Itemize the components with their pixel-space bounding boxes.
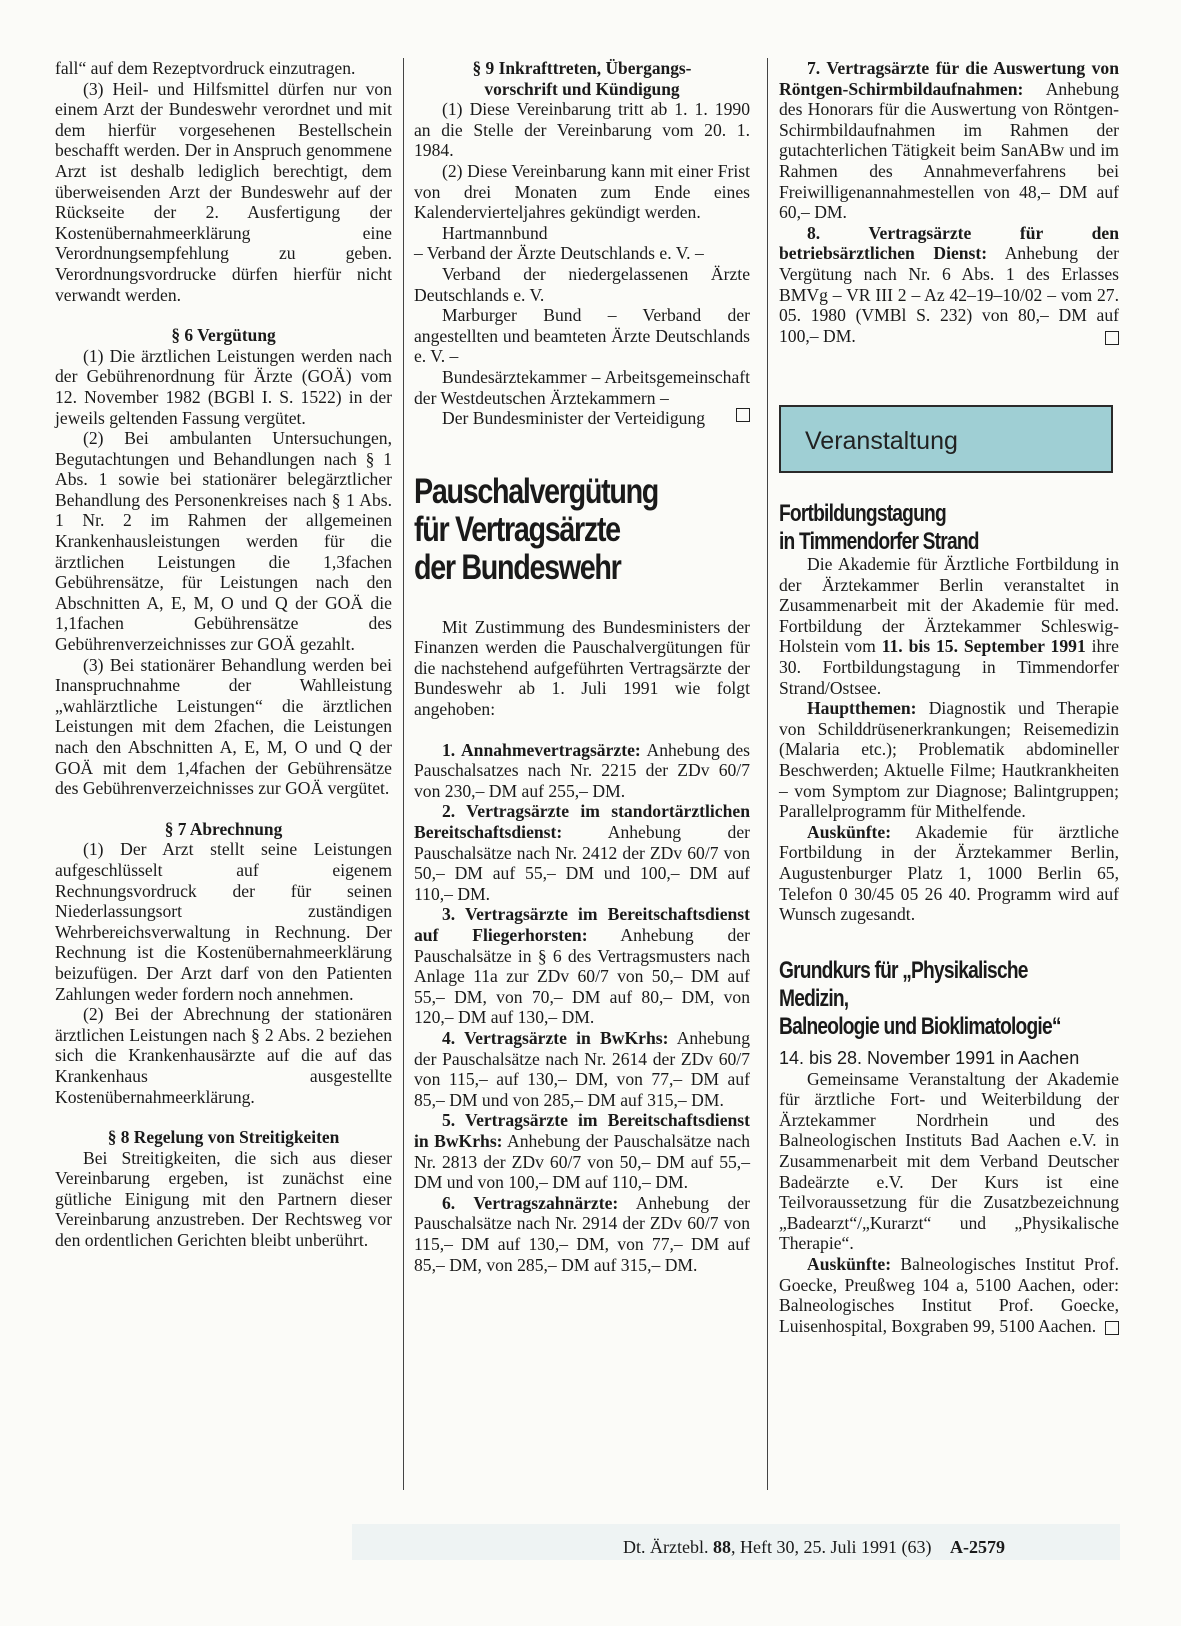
column-right	[779, 58, 1119, 346]
column-left	[55, 58, 392, 1251]
headline-line: Grundkurs für „Physikalische	[779, 956, 1028, 984]
list-item	[414, 1193, 750, 1275]
list-item	[414, 740, 750, 802]
end-mark-icon	[1105, 331, 1119, 345]
item-label: 5. Vertragsärzte im Bereitschaftsdienst in BwKrhs:	[414, 1110, 750, 1151]
section-heading: § 7 Abrechnung	[164, 818, 283, 839]
banner-label: Veranstaltung	[805, 427, 958, 455]
section-heading: § 9 Inkrafttreten, Übergangs-	[472, 58, 692, 78]
end-mark-icon	[736, 408, 750, 422]
item-text: Anhebung des Honorars für die Auswertung von Röntgen-Schirmbildaufnahmen im Rahmen der gutachterlichen Tätigkeit beim SanABw und im Rahmen des Annahmeverfahrens bei Freiwilligenannahmestellen von 48,– DM auf 60,– DM.	[779, 78, 1119, 223]
signatory-text: Der Bundesminister der Verteidigung	[442, 408, 706, 429]
item-label: 8. Vertragsärzte für den betriebsärztlichen Dienst:	[779, 222, 1119, 264]
page-footer	[623, 1536, 1123, 1558]
signatory: Verband der niedergelassenen Ärzte Deutschlands e. V.	[414, 263, 750, 305]
paragraph: (3) Bei stationärer Behandlung werden bei Inanspruchnahme der Wahlleistung „wahlärztliche Leistungen“ die ärztlichen Leistungen mit dem 2fachen, die Leistungen nach den Abschnitten A, E, M, O und Q der GOÄ mit dem 1,4fachen der Gebührensätze des Gebührenverzeichnisses zur GOÄ vergütet.	[55, 654, 392, 799]
page-number: A-2579	[949, 1537, 1005, 1557]
item-label: 6. Vertragszahnärzte:	[442, 1192, 619, 1213]
section-heading: § 6 Vergütung	[171, 325, 276, 346]
headline-line: in Timmendorfer Strand	[779, 528, 979, 555]
section-heading: § 8 Regelung von Streitigkeiten	[107, 1127, 340, 1148]
paragraph: Gemeinsame Veranstaltung der Akademie für ärztliche Fort- und Weiterbildung der Ärztekammer Nordrhein und des Balneologischen Instituts Bad Aachen e.V. in Zusammenarbeit mit dem Verband Deutscher Badeärzte e.V. Der Kurs ist eine Teilvoraussetzung für die Zusatzbezeichnung „Badearzt“/„Kurarzt“ und „Physikalische Therapie“.	[779, 1068, 1119, 1254]
events-column	[779, 500, 1119, 1336]
headline-line: der Bundeswehr	[414, 547, 621, 587]
paragraph	[779, 1254, 1119, 1336]
item-text: Anhebung der Pauschalsätze nach Nr. 2813 der ZDv 60/7 von 50,– DM auf 55,– DM und von 100,– DM auf 110,– DM.	[414, 1130, 751, 1193]
item-label: 2. Vertragsärzte im standortärztlichen Bereitschaftsdienst:	[414, 801, 750, 843]
paragraph: (1) Der Arzt stellt seine Leistungen aufgeschlüsselt auf eigenem Rechnungsvordruck der für seinen Niederlassungsort zuständigen Wehrbereichsverwaltung in Rechnung. Der Rechnung ist die Kostenübernahmeerklärung beizufügen. Der Arzt darf von den Patienten Zahlungen weder fordern noch annehmen.	[55, 839, 392, 1004]
signatory: Marburger Bund – Verband der angestellten und beamteten Ärzte Deutschlands e. V. –	[414, 305, 750, 367]
article-headline	[414, 473, 750, 587]
headline-line: Medizin,	[779, 984, 849, 1012]
headline-line: Balneologie und Bioklimatologie“	[779, 1012, 1061, 1040]
column-rule	[403, 58, 404, 1490]
signatory: Hartmannbund	[442, 222, 548, 243]
item-text: Akademie für ärztliche Fortbildung in der Ärztekammer Berlin, Augustenburger Platz 1, 1000 Berlin 65, Telefon 0 30/45 05 26 40. Programm wird auf Wunsch zugesandt.	[779, 821, 1119, 925]
section-heading: vorschrift und Kündigung	[484, 78, 680, 99]
list-item	[779, 223, 1119, 347]
item-label: 1. Annahmevertragsärzte:	[442, 739, 641, 760]
text: Die Akademie für Ärztliche Fortbildung in der Ärztekammer Berlin veranstaltet in Zusammenarbeit mit der Akademie für med. Fortbildung der Ärztekammer Schleswig-Holstein vom	[779, 554, 1119, 657]
headline-line: Pauschalvergütung	[414, 471, 659, 511]
paragraph: (1) Diese Vereinbarung tritt ab 1. 1. 1990 an die Stelle der Vereinbarung vom 20. 1. 1984.	[414, 99, 750, 161]
headline-line: Fortbildungstagung	[779, 500, 946, 527]
item-label: Hauptthemen:	[807, 698, 917, 719]
list-item	[414, 1028, 750, 1110]
item-label: 3. Vertragsärzte im Bereitschaftsdienst auf Fliegerhorsten:	[414, 904, 750, 945]
issue-info: , Heft 30, 25. Juli 1991 (63)	[730, 1537, 932, 1557]
paragraph: Bei Streitigkeiten, die sich aus dieser Vereinbarung ergeben, ist zunächst eine gütliche Einigung mit den Partnern dieser Vereinbarung anzustreben. Der Rechtsweg vor den ordentlichen Gerichten bleibt unberührt.	[55, 1147, 392, 1251]
item-text: Diagnostik und Therapie von Schilddrüsenerkrankungen; Reisemedizin (Malaria etc.); Problematik abdomineller Beschwerden; Aktuelle Filme; Hautkrankheiten – vom Symptom zur Diagnose; Balintgruppen; Parallelprogramm für Mithelfende.	[779, 698, 1119, 822]
item-label: Auskünfte:	[807, 821, 892, 842]
volume: 88	[712, 1537, 731, 1557]
end-mark-icon	[1105, 1321, 1119, 1335]
paragraph: (2) Diese Vereinbarung kann mit einer Frist von drei Monaten zum Ende eines Kalendervierteljahres gekündigt werden.	[414, 160, 750, 223]
signatory: – Verband der Ärzte Deutschlands e. V. –	[414, 243, 704, 264]
paragraph: (2) Bei der Abrechnung der stationären ärztlichen Leistungen nach § 2 Abs. 2 beziehen sich die Krankenhausärzte auf die auf das Krankenhaus ausgestellte Kostenübernahmeerklärung.	[55, 1004, 392, 1107]
item-text: Anhebung der Pauschalsätze nach Nr. 2914 der ZDv 60/7 von 115,– DM auf 130,– DM, von 77,– DM auf 85,– DM, von 285,– DM auf 315,– DM.	[414, 1192, 750, 1275]
journal-name: Dt. Ärztebl.	[623, 1537, 713, 1557]
list-item	[414, 1110, 750, 1192]
item-text: Anhebung des Pauschalsatzes nach Nr. 2215 der ZDv 60/7 von 230,– DM auf 255,– DM.	[414, 739, 750, 801]
event-headline	[779, 957, 1119, 1041]
item-text: Anhebung der Pauschalsätze nach Nr. 2614 der ZDv 60/7 von 115,– auf 130,– DM, von 77,– DM auf 85,– DM und von 285,– DM auf 315,– DM.	[414, 1027, 750, 1110]
item-label: 7. Vertragsärzte für die Auswertung von Röntgen-Schirmbildaufnahmen:	[779, 58, 1119, 99]
list-item	[414, 904, 750, 1028]
item-label: 4. Vertragsärzte in BwKrhs:	[442, 1027, 669, 1048]
paragraph: Mit Zustimmung des Bundesministers der Finanzen werden die Pauschalvergütungen für die nachstehend aufgeführten Vertragsärzte der Bundeswehr ab 1. Juli 1991 wie folgt angehoben:	[414, 616, 750, 720]
paragraph: (1) Die ärztlichen Leistungen werden nach der Gebührenordnung für Ärzte (GOÄ) vom 12. November 1982 (BGBl I. S. 1522) in der jeweils geltenden Fassung vergütet.	[55, 345, 392, 428]
event-date: 11. bis 15. September 1991	[881, 636, 1086, 657]
item-text: Anhebung der Pauschalsätze in § 6 des Vertragsmusters nach Anlage 11a zur ZDv 60/7 von 50,– DM auf 55,– DM, von 70,– DM auf 80,– DM, von 120,– DM auf 130,– DM.	[414, 925, 750, 1028]
paragraph: (2) Bei ambulanten Untersuchungen, Begutachtungen und Behandlungen nach § 1 Abs. 1 sowie bei stationärer belegärztlicher Behandlung des Personenkreises nach § 1 Abs. 1 Nr. 2 im Rahmen der allgemeinen Krankenhausleistungen werden für die ärztlichen Leistungen die 1,3fachen Gebührensätze, für Leistungen nach den Abschnitten A, E, M, O und Q der GOÄ die 1,1fachen Gebührensätze des Gebührenverzeichnisses zur GOÄ gezahlt.	[55, 428, 392, 655]
paragraph	[779, 554, 1119, 698]
text: ihre 30. Fortbildungstagung in Timmendorfer Strand/Ostsee.	[779, 636, 1119, 698]
list-item	[779, 58, 1119, 223]
paragraph: (3) Heil- und Hilfsmittel dürfen nur von einem Arzt der Bundeswehr verordnet und mit dem hierfür vorgesehenen Bestellschein beschafft werden. Der in Anspruch genommene Arzt ist deshalb lediglich berechtigt, dem überweisenden Arzt der Bundeswehr auf der Rückseite der 2. Ausfertigung der Kostenübernahmeerklärung eine Verordnungsempfehlung zu geben. Verordnungsvordrucke dürfen hierfür nicht verwandt werden.	[55, 78, 392, 305]
section-banner	[779, 405, 1113, 473]
headline-line: für Vertragsärzte	[414, 509, 620, 549]
paragraph	[779, 822, 1119, 925]
signatory	[414, 408, 750, 429]
column-rule	[767, 58, 768, 1490]
column-middle	[414, 58, 750, 1275]
event-headline	[779, 500, 1119, 554]
item-text: Balneologisches Institut Prof. Goecke, Preußweg 104 a, 5100 Aachen, oder: Balneologisches Institut Prof. Goecke, Luisenhospital, Boxgraben 99, 5100 Aachen.	[779, 1254, 1119, 1336]
item-text: Anhebung der Pauschalsätze nach Nr. 2412 der ZDv 60/7 von 50,– DM auf 55,– DM und 100,– DM auf 110,– DM.	[414, 822, 750, 904]
event-date: 14. bis 28. November 1991 in Aachen	[779, 1047, 1080, 1068]
signatory: Bundesärztekammer – Arbeitsgemeinschaft der Westdeutschen Ärztekammern –	[414, 366, 750, 408]
paragraph	[779, 698, 1119, 822]
item-label: Auskünfte:	[807, 1254, 892, 1275]
paragraph: fall“ auf dem Rezeptvordruck einzutragen.	[55, 58, 356, 78]
item-text: Anhebung der Vergütung nach Nr. 6 Abs. 1 des Erlasses BMVg – VR III 2 – Az 42–19–10/02 – vom 27. 05. 1980 (VMBl S. 232) von 80,– DM auf 100,– DM.	[779, 243, 1119, 346]
list-item	[414, 801, 750, 904]
